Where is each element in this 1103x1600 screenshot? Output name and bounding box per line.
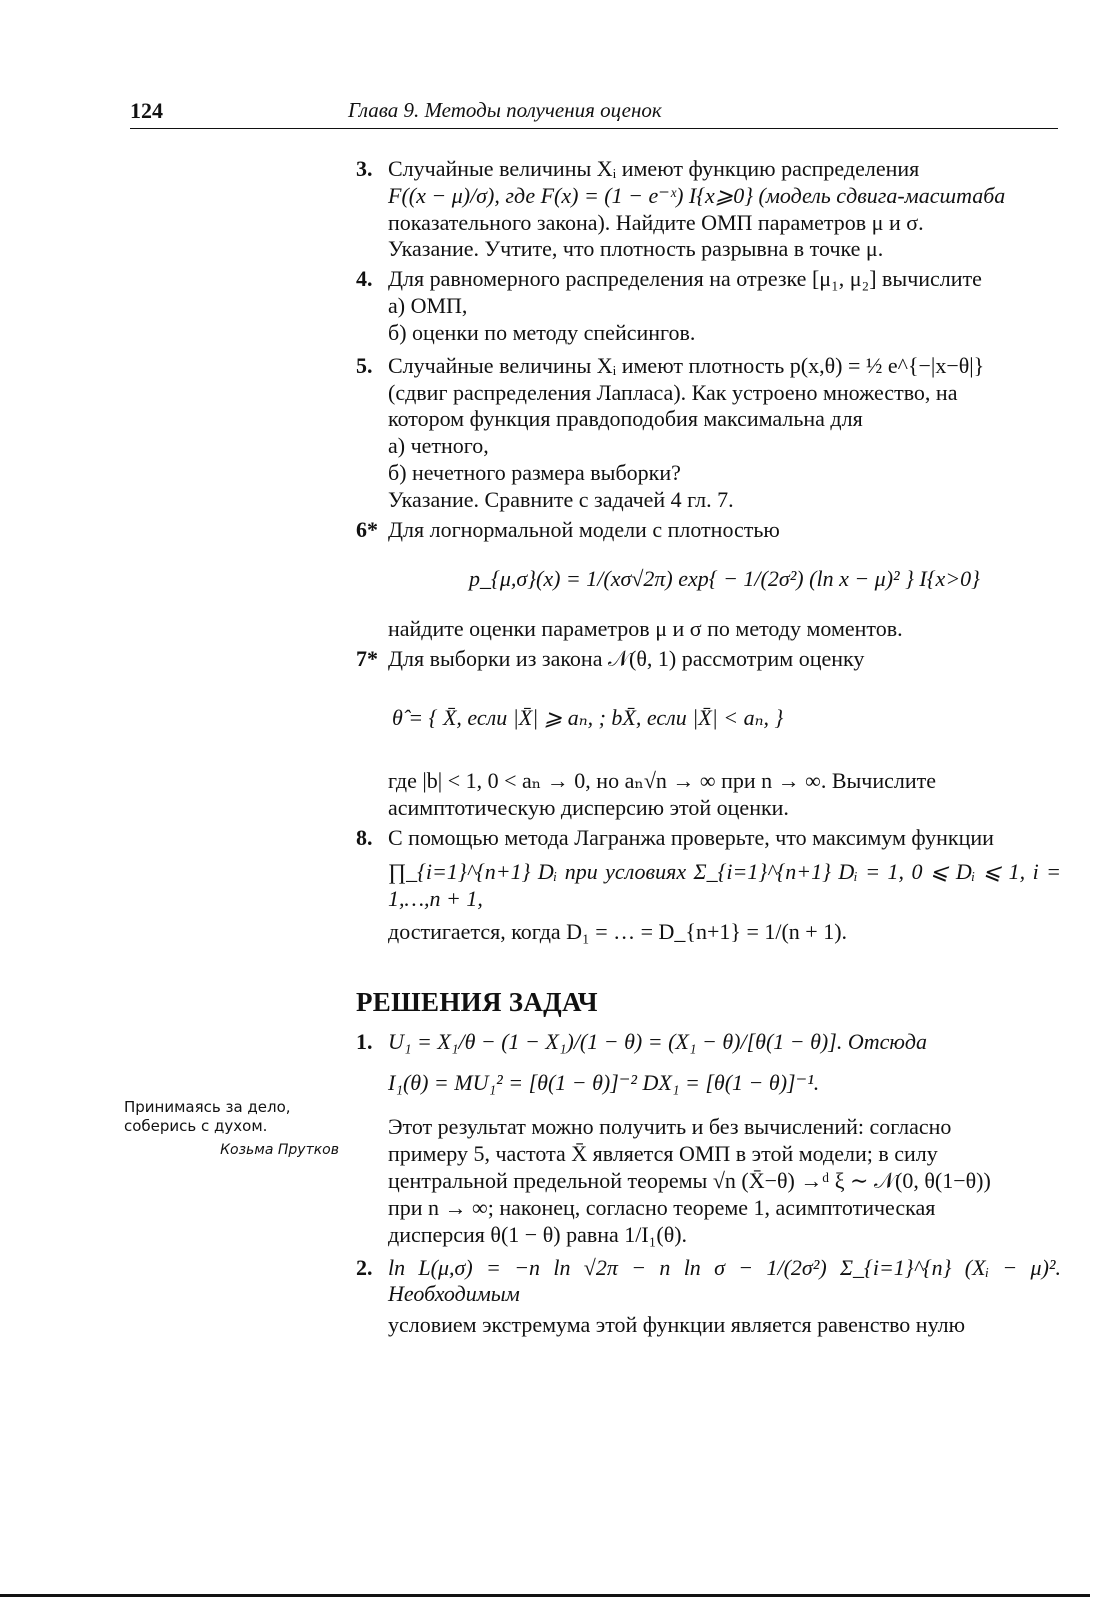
solution-number: 2.	[356, 1254, 373, 1280]
problem-text-line: (сдвиг распределения Лапласа). Как устроено множество, на	[388, 379, 958, 405]
problem-subitem: б) оценки по методу спейсингов.	[388, 319, 696, 345]
solution-text-line: примеру 5, частота X̄ является ОМП в этой модели; в силу	[388, 1141, 938, 1167]
problem-6	[356, 517, 1061, 643]
problem-3	[356, 156, 1061, 263]
lognormal-density-formula: p_{μ,σ}(x) = 1/(xσ√2π) exp{ − 1/(2σ²) (ln x − μ)² } I{x>0}	[469, 565, 980, 591]
problem-text-line: Для равномерного распределения на отрезке [μ₁, μ₂] вычислите	[388, 266, 982, 292]
problem-text-line: найдите оценки параметров μ и σ по методу моментов.	[388, 616, 903, 642]
problem-5	[356, 353, 1061, 514]
page-header	[130, 98, 1058, 129]
problem-number: 8.	[356, 824, 373, 850]
problem-text-line: показательного закона). Найдите ОМП параметров μ и σ.	[388, 209, 924, 235]
epigraph-quote: Принимаясь за дело, соберись с духом.	[124, 1098, 291, 1135]
solution-text-line: дисперсия θ(1 − θ) равна 1/I₁(θ).	[388, 1221, 688, 1247]
fisher-information-formula: I₁(θ) = MU₁² = [θ(1 − θ)]⁻² DX₁ = [θ(1 − θ)]⁻¹.	[388, 1069, 820, 1095]
problem-subitem: а) четного,	[388, 433, 489, 459]
problem-text-line: котором функция правдоподобия максимальна для	[388, 406, 863, 432]
problem-text-line: Случайные величины Xᵢ имеют функцию распределения	[388, 156, 920, 181]
problem-text-line: асимптотическую дисперсию этой оценки.	[388, 794, 789, 820]
solution-text-line: при n → ∞; наконец, согласно теореме 1, асимптотическая	[388, 1194, 936, 1220]
problem-7	[356, 646, 1061, 821]
page-bottom-edge	[0, 1594, 1090, 1597]
problem-4	[356, 266, 1061, 346]
problem-text-line: Для выборки из закона 𝒩(θ, 1) рассмотрим оценку	[388, 646, 865, 672]
solution-number: 1.	[356, 1028, 373, 1054]
problem-subitem: а) ОМП,	[388, 293, 468, 319]
problem-hint: Указание. Учтите, что плотность разрывна в точке μ.	[388, 236, 884, 262]
problem-text-line: С помощью метода Лагранжа проверьте, что максимум функции	[388, 824, 994, 850]
epigraph	[124, 1098, 339, 1159]
problem-number: 3.	[356, 156, 373, 181]
solution-1	[356, 1029, 1061, 1249]
problem-number: 7*	[356, 646, 378, 672]
problem-8	[356, 825, 1061, 946]
page-number: 124	[130, 98, 163, 123]
solution-text-line: условием экстремума этой функции является равенство нулю	[388, 1312, 966, 1338]
page-body	[356, 156, 1061, 1342]
problem-number: 6*	[356, 516, 378, 542]
solution-formula-line: U₁ = X₁/θ − (1 − X₁)/(1 − θ) = (X₁ − θ)/[θ(1 − θ)]. Отсюда	[388, 1028, 927, 1054]
problem-hint: Указание. Сравните с задачей 4 гл. 7.	[388, 486, 734, 512]
problem-text-line: где |b| < 1, 0 < aₙ → 0, но aₙ√n → ∞ при n → ∞. Вычислите	[388, 767, 937, 793]
estimator-formula: θ̂ = { X̄, если |X̄| ⩾ aₙ, ; bX̄, если |X̄| < aₙ, }	[392, 705, 784, 731]
solution-text-line: Этот результат можно получить и без вычислений: согласно	[388, 1114, 952, 1140]
problem-formula-line: ∏_{i=1}^{n+1} Dᵢ при условиях Σ_{i=1}^{n+1} Dᵢ = 1, 0 ⩽ Dᵢ ⩽ 1, i = 1,…,n + 1,	[388, 859, 1061, 912]
solution-text-line: центральной предельной теоремы √n (X̄−θ) →ᵈ ξ ∼ 𝒩(0, θ(1−θ))	[388, 1168, 991, 1194]
problem-text-line: Случайные величины Xᵢ имеют плотность p(x,θ) = ½ e^{−|x−θ|}	[388, 352, 985, 378]
problem-text-line: Для логнормальной модели с плотностью	[388, 516, 780, 542]
solution-2	[356, 1255, 1061, 1339]
solution-formula-line: ln L(μ,σ) = −n ln √2π − n ln σ − 1/(2σ²) Σ_{i=1}^{n} (Xᵢ − μ)². Необходимым	[388, 1254, 1061, 1307]
epigraph-author: Козьма Прутков	[220, 1141, 339, 1158]
solutions-heading: РЕШЕНИЯ ЗАДАЧ	[356, 986, 598, 1017]
problem-number: 4.	[356, 266, 373, 292]
problem-subitem: б) нечетного размера выборки?	[388, 460, 681, 486]
problem-number: 5.	[356, 352, 373, 378]
problem-text-line: достигается, когда D₁ = … = D_{n+1} = 1/(n + 1).	[388, 919, 848, 945]
running-head: Глава 9. Методы получения оценок	[348, 98, 662, 122]
problem-formula-line: F((x − μ)/σ), где F(x) = (1 − e⁻ˣ) I{x⩾0} (модель сдвига-масштаба	[388, 182, 1006, 208]
